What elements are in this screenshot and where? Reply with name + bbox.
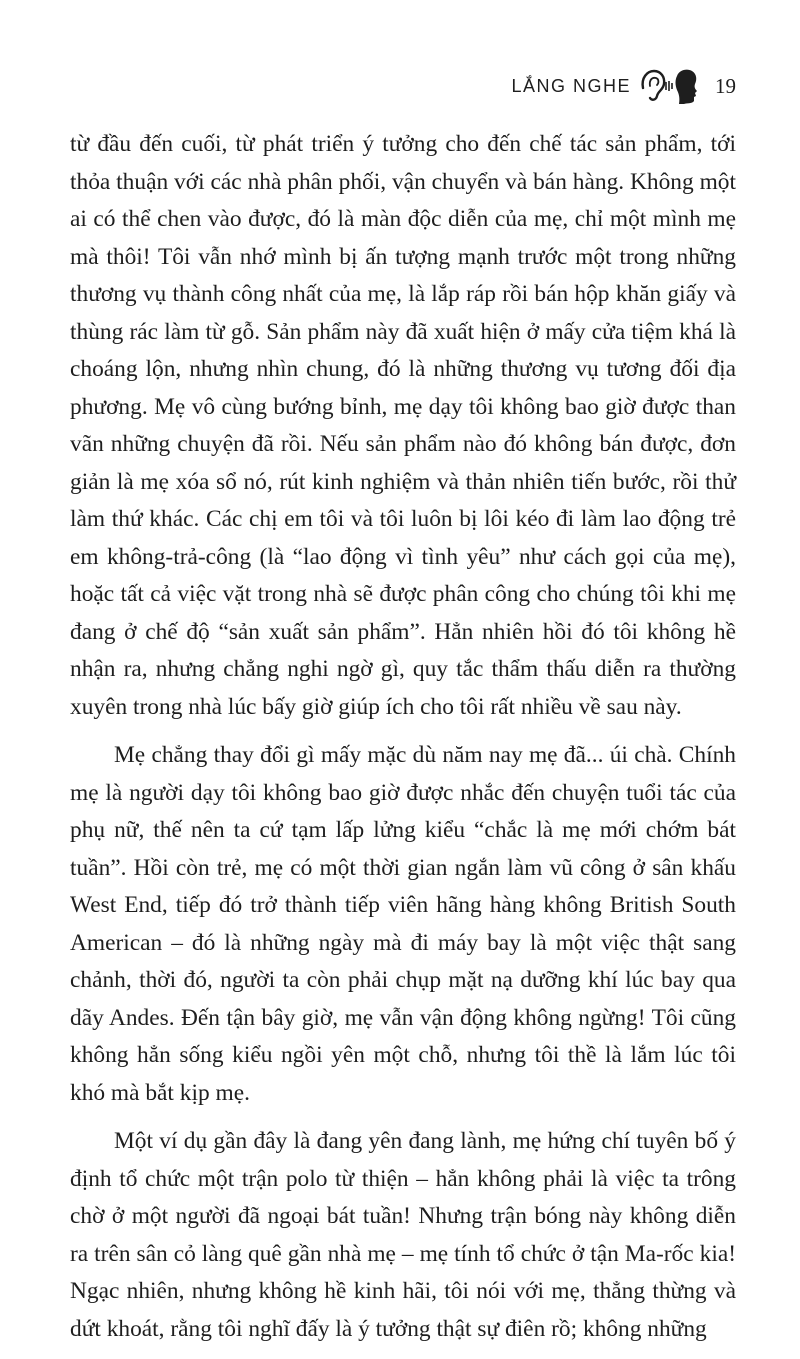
paragraph: Mẹ chẳng thay đổi gì mấy mặc dù năm nay mẹ đã... úi chà. Chính mẹ là người dạy tôi không bao giờ được nhắc đến chuyện tuổi tác của phụ nữ, thế nên ta cứ tạm lấp lửng kiểu “chắc là mẹ mới chớm bát tuần”. Hồi còn trẻ, mẹ có một thời gian ngắn làm vũ công ở sân khấu West End, tiếp đó trở thành tiếp viên hãng hàng không British South American – đó là những ngày mà đi máy bay là một việc thật sang chảnh, thời đó, người ta còn phải chụp mặt nạ dưỡng khí lúc bay qua dãy Andes. Đến tận bây giờ, mẹ vẫn vận động không ngừng! Tôi cũng không hẳn sống kiểu ngồi yên một chỗ, nhưng tôi thề là lắm lúc tôi khó mà bắt kịp mẹ.: [70, 742, 736, 1106]
ear-and-head-silhouette-icon: [639, 66, 701, 106]
paragraph: Một ví dụ gần đây là đang yên đang lành, mẹ hứng chí tuyên bố ý định tổ chức một trận polo từ thiện – hẳn không phải là việc ta trông chờ ở một người đã ngoại bát tuần! Nhưng trận bóng này không diễn ra trên sân cỏ làng quê gần nhà mẹ – mẹ tính tổ chức ở tận Ma-rốc kia! Ngạc nhiên, nhưng không hề kinh hãi, tôi nói với mẹ, thẳng thừng và dứt khoát, rằng tôi nghĩ đấy là ý tưởng thật sự điên rồ; không những: [70, 1128, 736, 1342]
paragraph: từ đầu đến cuối, từ phát triển ý tưởng cho đến chế tác sản phẩm, tới thỏa thuận với các nhà phân phối, vận chuyển và bán hàng. Không một ai có thể chen vào được, đó là màn độc diễn của mẹ, chỉ một mình mẹ mà thôi! Tôi vẫn nhớ mình bị ấn tượng mạnh trước một trong những thương vụ thành công nhất của mẹ, là lắp ráp rồi bán hộp khăn giấy và thùng rác làm từ gỗ. Sản phẩm này đã xuất hiện ở mấy cửa tiệm khá là choáng lộn, nhưng nhìn chung, đó là những thương vụ tương đối địa phương. Mẹ vô cùng bướng bỉnh, mẹ dạy tôi không bao giờ được than vãn những chuyện đã rồi. Nếu sản phẩm nào đó không bán được, đơn giản là mẹ xóa sổ nó, rút kinh nghiệm và thản nhiên tiến bước, rồi thử làm thứ khác. Các chị em tôi và tôi luôn bị lôi kéo đi làm lao động trẻ em không-trả-công (là “lao động vì tình yêu” như cách gọi của mẹ), hoặc tất cả việc vặt trong nhà sẽ được phân công cho chúng tôi khi mẹ đang ở chế độ “sản xuất sản phẩm”. Hẳn nhiên hồi đó tôi không hề nhận ra, nhưng chẳng nghi ngờ gì, quy tắc thẩm thấu diễn ra thường xuyên trong nhà lúc bấy giờ giúp ích cho tôi rất nhiều về sau này.: [70, 131, 736, 720]
page-number: 19: [715, 73, 736, 98]
body-text: [70, 126, 736, 1359]
chapter-title: LẮNG NGHE: [511, 75, 631, 96]
running-header: [511, 66, 736, 106]
